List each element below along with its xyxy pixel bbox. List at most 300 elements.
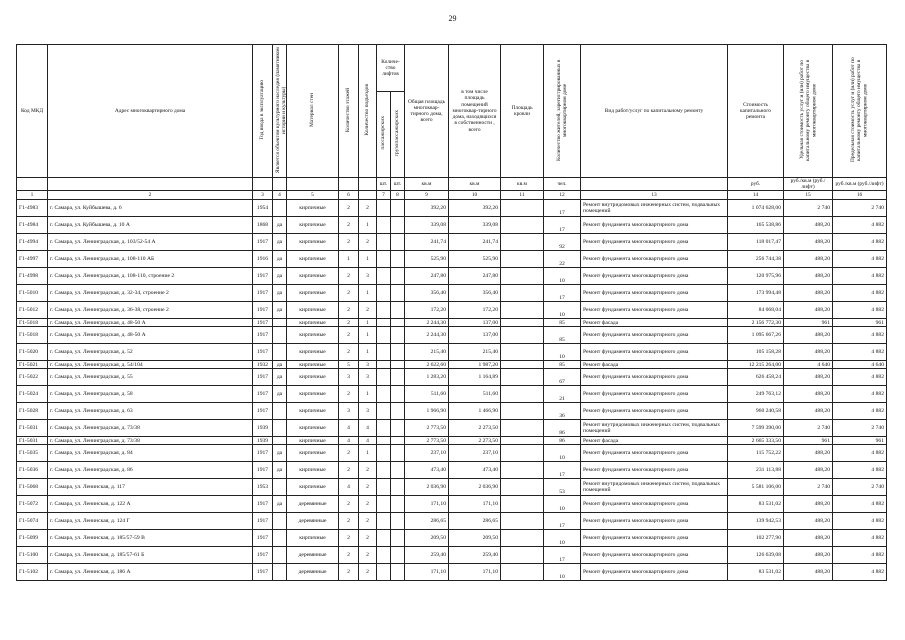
table-cell: 137,00 bbox=[449, 327, 501, 344]
header-cost: Стоимость капитального ремонта bbox=[728, 45, 784, 178]
table-cell: 2 740 bbox=[833, 200, 887, 217]
table-cell: 2 bbox=[359, 462, 377, 479]
table-cell: да bbox=[273, 302, 287, 319]
column-number-cell: 3 bbox=[253, 191, 273, 200]
table-cell bbox=[391, 268, 405, 285]
table-cell: г. Самара, ул. Ленинградская, д. 52 bbox=[48, 344, 253, 361]
table-cell bbox=[501, 268, 544, 285]
table-cell: г. Самара, ул. Ленинградская, д. 55 bbox=[48, 369, 253, 386]
table-cell bbox=[377, 420, 391, 437]
table-cell: кирпичные bbox=[287, 403, 339, 420]
table-cell: 1917 bbox=[253, 462, 273, 479]
table-cell: деревянные bbox=[287, 496, 339, 513]
table-cell: 10 bbox=[544, 302, 581, 319]
table-cell: 1939 bbox=[253, 437, 273, 445]
table-cell: 1 095 667,26 bbox=[728, 327, 784, 344]
table-cell bbox=[391, 327, 405, 344]
table-cell bbox=[501, 462, 544, 479]
table-cell: 3 bbox=[359, 403, 377, 420]
column-numbers-row bbox=[17, 191, 887, 200]
unit-cell bbox=[339, 178, 359, 191]
table-cell: 10 bbox=[544, 496, 581, 513]
table-cell: 17 bbox=[544, 547, 581, 564]
table-cell bbox=[501, 200, 544, 217]
table-cell: 525,90 bbox=[449, 251, 501, 268]
table-cell bbox=[501, 437, 544, 445]
table-cell bbox=[377, 462, 391, 479]
table-cell: 2 773,50 bbox=[405, 437, 449, 445]
table-cell: кирпичные bbox=[287, 479, 339, 496]
table-cell bbox=[273, 530, 287, 547]
table-cell bbox=[377, 564, 391, 581]
table-cell: 1916 bbox=[253, 251, 273, 268]
table-cell: 53 bbox=[544, 479, 581, 496]
table-cell: 488,20 bbox=[784, 217, 833, 234]
table-cell: кирпичные bbox=[287, 437, 339, 445]
table-cell: 1917 bbox=[253, 530, 273, 547]
table-cell bbox=[501, 319, 544, 327]
table-cell bbox=[391, 479, 405, 496]
table-cell bbox=[391, 547, 405, 564]
table-cell bbox=[273, 437, 287, 445]
table-cell bbox=[391, 369, 405, 386]
table-cell: кирпичные bbox=[287, 251, 339, 268]
table-cell: 1 bbox=[359, 217, 377, 234]
column-number-cell: 8 bbox=[391, 191, 405, 200]
table-cell: Ремонт фундамента многоквартирного дома bbox=[581, 268, 728, 285]
header-lifts-pass: пассажирских bbox=[377, 92, 391, 178]
table-cell: да bbox=[273, 361, 287, 369]
table-row bbox=[17, 268, 887, 285]
table-cell: 165 538,86 bbox=[728, 217, 784, 234]
table-cell: 2 740 bbox=[784, 200, 833, 217]
table-cell: 237,10 bbox=[449, 445, 501, 462]
table-cell: г. Самара, ул. Ленинская, д. 186 А bbox=[48, 564, 253, 581]
table-cell: 2 bbox=[359, 479, 377, 496]
table-cell: Ремонт фундамента многоквартирного дома bbox=[581, 327, 728, 344]
table-cell: кирпичные bbox=[287, 445, 339, 462]
table-cell: 1917 bbox=[253, 564, 273, 581]
units-row bbox=[17, 178, 887, 191]
column-number-cell: 16 bbox=[833, 191, 887, 200]
table-cell: 2 244,30 bbox=[405, 327, 449, 344]
unit-cell: руб. bbox=[728, 178, 784, 191]
table-row bbox=[17, 344, 887, 361]
table-cell: 118 017,47 bbox=[728, 234, 784, 251]
table-cell: 10 bbox=[544, 564, 581, 581]
table-cell: кирпичные bbox=[287, 369, 339, 386]
column-number-cell: 6 bbox=[339, 191, 359, 200]
table-cell: г. Самара, ул. Ленинградская, д. 48-50 А bbox=[48, 327, 253, 344]
table-cell: Г1-5018 bbox=[17, 327, 48, 344]
table-cell: 4 882 bbox=[833, 369, 887, 386]
table-cell bbox=[501, 403, 544, 420]
table-cell: 4 640 bbox=[833, 361, 887, 369]
table-cell: 1917 bbox=[253, 319, 273, 327]
table-cell: 2 bbox=[339, 319, 359, 327]
table-cell: 488,20 bbox=[784, 369, 833, 386]
table-cell: 259,40 bbox=[449, 547, 501, 564]
table-cell: г. Самара, ул. Ленинградская, д. 73/38 bbox=[48, 420, 253, 437]
table-cell: 4 bbox=[339, 437, 359, 445]
table-cell: 139 942,53 bbox=[728, 513, 784, 530]
table-cell: 17 bbox=[544, 200, 581, 217]
table-cell: 2 036,90 bbox=[405, 479, 449, 496]
unit-cell bbox=[17, 178, 48, 191]
table-cell: 4 882 bbox=[833, 217, 887, 234]
table-cell: 171,10 bbox=[405, 564, 449, 581]
table-cell: Ремонт внутридомовых инженерных систем, подвальных помещений bbox=[581, 479, 728, 496]
table-cell: 2 bbox=[339, 344, 359, 361]
table-cell: 1917 bbox=[253, 285, 273, 302]
table-cell: 961 bbox=[784, 319, 833, 327]
table-cell bbox=[501, 513, 544, 530]
table-cell: 215,40 bbox=[449, 344, 501, 361]
header-residents: Количество жителей, зарегистрированных в многоквартирном доме bbox=[544, 45, 581, 178]
unit-cell bbox=[273, 178, 287, 191]
table-cell: Г1-5036 bbox=[17, 462, 48, 479]
table-cell: 3 bbox=[339, 369, 359, 386]
table-cell bbox=[377, 479, 391, 496]
table-cell: 286,65 bbox=[449, 513, 501, 530]
table-cell: 1954 bbox=[253, 200, 273, 217]
table-cell: 4 882 bbox=[833, 234, 887, 251]
table-cell: кирпичные bbox=[287, 234, 339, 251]
table-cell bbox=[501, 344, 544, 361]
table-cell: г. Самара, ул. Ленинская, д. 124 Г bbox=[48, 513, 253, 530]
table-cell: 1917 bbox=[253, 403, 273, 420]
table-cell: 2 740 bbox=[833, 420, 887, 437]
table-cell: кирпичные bbox=[287, 361, 339, 369]
table-cell: 961 bbox=[784, 437, 833, 445]
table-cell bbox=[391, 437, 405, 445]
table-cell: 86 bbox=[544, 437, 581, 445]
table-cell: 241,74 bbox=[449, 234, 501, 251]
table-cell bbox=[391, 513, 405, 530]
table-cell: 1 bbox=[359, 251, 377, 268]
table-cell: 356,40 bbox=[405, 285, 449, 302]
table-cell: Ремонт фундамента многоквартирного дома bbox=[581, 403, 728, 420]
table-cell: 171,10 bbox=[449, 564, 501, 581]
table-cell: 2 bbox=[359, 200, 377, 217]
table-cell: Ремонт фундамента многоквартирного дома bbox=[581, 234, 728, 251]
table-cell: 171,10 bbox=[405, 496, 449, 513]
table-cell bbox=[377, 437, 391, 445]
table-cell: 4 882 bbox=[833, 285, 887, 302]
table-cell: 488,20 bbox=[784, 530, 833, 547]
table-cell: 4 882 bbox=[833, 547, 887, 564]
table-cell: г. Самара, ул. Ленинградская, д. 36-38, строение 2 bbox=[48, 302, 253, 319]
table-cell: 961 bbox=[833, 319, 887, 327]
unit-cell bbox=[581, 178, 728, 191]
table-cell: 1 164,89 bbox=[449, 369, 501, 386]
table-cell: 4 882 bbox=[833, 513, 887, 530]
table-cell: 525,90 bbox=[405, 251, 449, 268]
header-roof-area: Площадь кровли bbox=[501, 45, 544, 178]
table-cell: Г1-4997 bbox=[17, 251, 48, 268]
table-cell: Г1-5102 bbox=[17, 564, 48, 581]
table-cell: 120 975,96 bbox=[728, 268, 784, 285]
table-row bbox=[17, 217, 887, 234]
table-cell: Ремонт фундамента многоквартирного дома bbox=[581, 530, 728, 547]
table-cell bbox=[391, 462, 405, 479]
table-cell: 339,08 bbox=[449, 217, 501, 234]
table-row bbox=[17, 445, 887, 462]
table-cell: Г1-4998 bbox=[17, 268, 48, 285]
table-cell: да bbox=[273, 268, 287, 285]
header-lifts-cargo: грузопассажирских bbox=[391, 92, 405, 178]
table-cell: 1 bbox=[359, 386, 377, 403]
table-cell: 2 bbox=[359, 564, 377, 581]
table-cell: 511,60 bbox=[405, 386, 449, 403]
table-cell: 2 622,60 bbox=[405, 361, 449, 369]
table-cell: 2 bbox=[339, 547, 359, 564]
unit-cell bbox=[253, 178, 273, 191]
table-row bbox=[17, 327, 887, 344]
table-cell: 2 bbox=[339, 462, 359, 479]
table-cell bbox=[377, 327, 391, 344]
table-cell: 1917 bbox=[253, 302, 273, 319]
table-cell: 392,20 bbox=[405, 200, 449, 217]
table-cell: 2 740 bbox=[784, 420, 833, 437]
table-cell bbox=[273, 479, 287, 496]
header-owned-area: в том числе площадь помещений многоквар-тирного дома, находящихся в собственности , всего bbox=[449, 45, 501, 178]
table-cell: 115 752,22 bbox=[728, 445, 784, 462]
table-cell: 488,20 bbox=[784, 462, 833, 479]
table-row bbox=[17, 319, 887, 327]
table-cell: 488,20 bbox=[784, 386, 833, 403]
table-cell bbox=[377, 234, 391, 251]
table-cell: 2 bbox=[339, 200, 359, 217]
table-cell: Ремонт фундамента многоквартирного дома bbox=[581, 344, 728, 361]
header-material: Материал стен bbox=[287, 45, 339, 178]
table-cell: 4 882 bbox=[833, 530, 887, 547]
table-cell: 2 bbox=[339, 285, 359, 302]
table-cell bbox=[273, 513, 287, 530]
table-cell bbox=[391, 361, 405, 369]
header-address: Адрес многоквартирного дома bbox=[48, 45, 253, 178]
table-cell: 2 bbox=[359, 547, 377, 564]
table-cell: 1 966,90 bbox=[405, 403, 449, 420]
table-row bbox=[17, 547, 887, 564]
table-cell: 1 bbox=[339, 251, 359, 268]
table-cell: Г1-5072 bbox=[17, 496, 48, 513]
table-row bbox=[17, 479, 887, 496]
table-cell bbox=[501, 217, 544, 234]
table-cell: 488,20 bbox=[784, 285, 833, 302]
table-cell: 172,20 bbox=[449, 302, 501, 319]
table-cell: 4 882 bbox=[833, 564, 887, 581]
table-cell: 488,20 bbox=[784, 234, 833, 251]
table-cell: г. Самара, ул. Ленинградская, д. 108-110 АБ bbox=[48, 251, 253, 268]
table-cell: Ремонт фасада bbox=[581, 437, 728, 445]
table-cell: кирпичные bbox=[287, 302, 339, 319]
table-row bbox=[17, 462, 887, 479]
table-cell: Г1-5035 bbox=[17, 445, 48, 462]
table-cell bbox=[501, 445, 544, 462]
table-row bbox=[17, 564, 887, 581]
table-cell: Ремонт фасада bbox=[581, 319, 728, 327]
table-cell: 1 bbox=[359, 445, 377, 462]
table-cell: 247,80 bbox=[449, 268, 501, 285]
table-cell: Ремонт фундамента многоквартирного дома bbox=[581, 217, 728, 234]
table-cell: 10 bbox=[544, 344, 581, 361]
table-cell: 2 665 333,50 bbox=[728, 437, 784, 445]
table-cell: г. Самара, ул. Куйбышева, д. 6 bbox=[48, 200, 253, 217]
table-cell bbox=[377, 369, 391, 386]
header-max-cost: Предельная стоимость услуг и (или) работ по капитальному ремонту общего имущества в многоквартирном доме bbox=[833, 45, 887, 178]
table-cell: Г1-4984 bbox=[17, 217, 48, 234]
table-cell: 473,40 bbox=[449, 462, 501, 479]
table-row bbox=[17, 234, 887, 251]
column-number-cell: 10 bbox=[449, 191, 501, 200]
table-cell: 1917 bbox=[253, 547, 273, 564]
table-cell: 356,40 bbox=[449, 285, 501, 302]
table-cell: 2 bbox=[339, 217, 359, 234]
table-cell bbox=[377, 217, 391, 234]
table-cell: 249 763,12 bbox=[728, 386, 784, 403]
table-cell: деревянные bbox=[287, 513, 339, 530]
table-cell bbox=[391, 319, 405, 327]
table-cell bbox=[501, 302, 544, 319]
table-cell: 4 882 bbox=[833, 327, 887, 344]
table-cell: 85 bbox=[544, 319, 581, 327]
table-row bbox=[17, 251, 887, 268]
table-cell: 2 156 772,30 bbox=[728, 319, 784, 327]
table-cell: г. Самара, ул. Ленинская, д. 185/57-61 Б bbox=[48, 547, 253, 564]
table-cell: 4 882 bbox=[833, 302, 887, 319]
unit-cell: руб./кв.м (руб./лифт) bbox=[784, 178, 833, 191]
table-cell: да bbox=[273, 496, 287, 513]
header-heritage: Является объектом культурного наследия (памятником истории и культуры) bbox=[273, 45, 287, 178]
table-cell bbox=[391, 386, 405, 403]
table-cell: 17 bbox=[544, 513, 581, 530]
table-cell: Ремонт фундамента многоквартирного дома bbox=[581, 564, 728, 581]
table-cell: 1917 bbox=[253, 344, 273, 361]
table-cell: 2 bbox=[339, 302, 359, 319]
table-cell bbox=[501, 386, 544, 403]
table-cell bbox=[501, 369, 544, 386]
table-cell: 237,10 bbox=[405, 445, 449, 462]
table-cell bbox=[501, 251, 544, 268]
column-number-cell: 12 bbox=[544, 191, 581, 200]
table-cell bbox=[377, 513, 391, 530]
table-cell bbox=[501, 530, 544, 547]
table-row bbox=[17, 361, 887, 369]
table-cell bbox=[377, 530, 391, 547]
header-lifts: Количе-ство лифтов bbox=[377, 45, 405, 92]
table-cell: 1917 bbox=[253, 327, 273, 344]
table-cell: 2 bbox=[339, 496, 359, 513]
table-cell bbox=[273, 564, 287, 581]
table-cell bbox=[377, 319, 391, 327]
table-cell bbox=[501, 564, 544, 581]
table-cell: 4 bbox=[339, 420, 359, 437]
table-cell: 4 882 bbox=[833, 403, 887, 420]
table-cell: да bbox=[273, 369, 287, 386]
table-cell bbox=[391, 200, 405, 217]
table-cell: 1917 bbox=[253, 386, 273, 403]
table-cell: 2 bbox=[339, 564, 359, 581]
table-cell: г. Самара, ул. Ленинградская, д. 103/52-54 А bbox=[48, 234, 253, 251]
table-cell: 2 bbox=[359, 302, 377, 319]
table-row bbox=[17, 369, 887, 386]
table-cell: 105 158,28 bbox=[728, 344, 784, 361]
table-cell: 247,80 bbox=[405, 268, 449, 285]
table-cell: Г1-5028 bbox=[17, 403, 48, 420]
table-cell: 4 640 bbox=[784, 361, 833, 369]
table-cell: г. Самара, ул. Ленинградская, д. 54/104 bbox=[48, 361, 253, 369]
table-cell: 12 215 264,00 bbox=[728, 361, 784, 369]
header-unit-cost: Удельная стоимость услуг и (или) работ по капитальному ремонту общего имущества в многоквартирном доме bbox=[784, 45, 833, 178]
table-cell bbox=[391, 564, 405, 581]
table-cell: деревянные bbox=[287, 547, 339, 564]
table-cell: 2 bbox=[339, 445, 359, 462]
table-cell: 137,00 bbox=[449, 319, 501, 327]
table-cell: 2 bbox=[339, 327, 359, 344]
table-cell bbox=[273, 420, 287, 437]
table-cell: 1 987,20 bbox=[449, 361, 501, 369]
table-cell: 173 994,48 bbox=[728, 285, 784, 302]
table-cell: 1 bbox=[359, 344, 377, 361]
table-cell: 3 bbox=[359, 361, 377, 369]
table-cell: г. Самара, ул. Ленинградская, д. 86 bbox=[48, 462, 253, 479]
table-cell: Г1-5022 bbox=[17, 369, 48, 386]
table-cell: Ремонт фундамента многоквартирного дома bbox=[581, 445, 728, 462]
table-row bbox=[17, 530, 887, 547]
column-number-cell: 13 bbox=[581, 191, 728, 200]
table-cell: 10 bbox=[544, 445, 581, 462]
table-cell: 473,40 bbox=[405, 462, 449, 479]
unit-cell bbox=[48, 178, 253, 191]
header-work: Вид работ/услуг по капитальному ремонту bbox=[581, 45, 728, 178]
table-cell bbox=[391, 251, 405, 268]
table-cell: 1917 bbox=[253, 496, 273, 513]
unit-cell: руб./кв.м (руб./лифт) bbox=[833, 178, 887, 191]
table-cell: Ремонт фасада bbox=[581, 361, 728, 369]
table-cell: 1 bbox=[359, 319, 377, 327]
table-cell bbox=[377, 344, 391, 361]
table-cell: Г1-5018 bbox=[17, 319, 48, 327]
table-cell: 1917 bbox=[253, 234, 273, 251]
table-cell: Г1-5100 bbox=[17, 547, 48, 564]
column-number-cell bbox=[359, 191, 377, 200]
table-cell bbox=[391, 496, 405, 513]
table-cell bbox=[377, 547, 391, 564]
table-cell bbox=[391, 234, 405, 251]
table-cell: 171,10 bbox=[449, 496, 501, 513]
table-cell: 209,50 bbox=[405, 530, 449, 547]
table-row bbox=[17, 513, 887, 530]
table-cell: г. Самара, ул. Ленинградская, д. 73/38 bbox=[48, 437, 253, 445]
table-cell: г. Самара, ул. Ленинская, д. 117 bbox=[48, 479, 253, 496]
table-cell: 2 bbox=[339, 234, 359, 251]
table-cell: 488,20 bbox=[784, 496, 833, 513]
table-cell: г. Самара, ул. Ленинская, д. 122 А bbox=[48, 496, 253, 513]
table-cell bbox=[501, 285, 544, 302]
table-cell bbox=[377, 386, 391, 403]
table-cell bbox=[391, 445, 405, 462]
table-cell bbox=[501, 479, 544, 496]
table-cell: Г1-5021 bbox=[17, 361, 48, 369]
table-cell: 2 bbox=[359, 513, 377, 530]
table-cell: 488,20 bbox=[784, 302, 833, 319]
table-cell: да bbox=[273, 386, 287, 403]
table-cell: Ремонт фундамента многоквартирного дома bbox=[581, 285, 728, 302]
table-cell: 102 277,90 bbox=[728, 530, 784, 547]
table-cell: г. Самара, ул. Ленинградская, д. 32-34, строение 2 bbox=[48, 285, 253, 302]
table-cell: Г1-5010 bbox=[17, 285, 48, 302]
